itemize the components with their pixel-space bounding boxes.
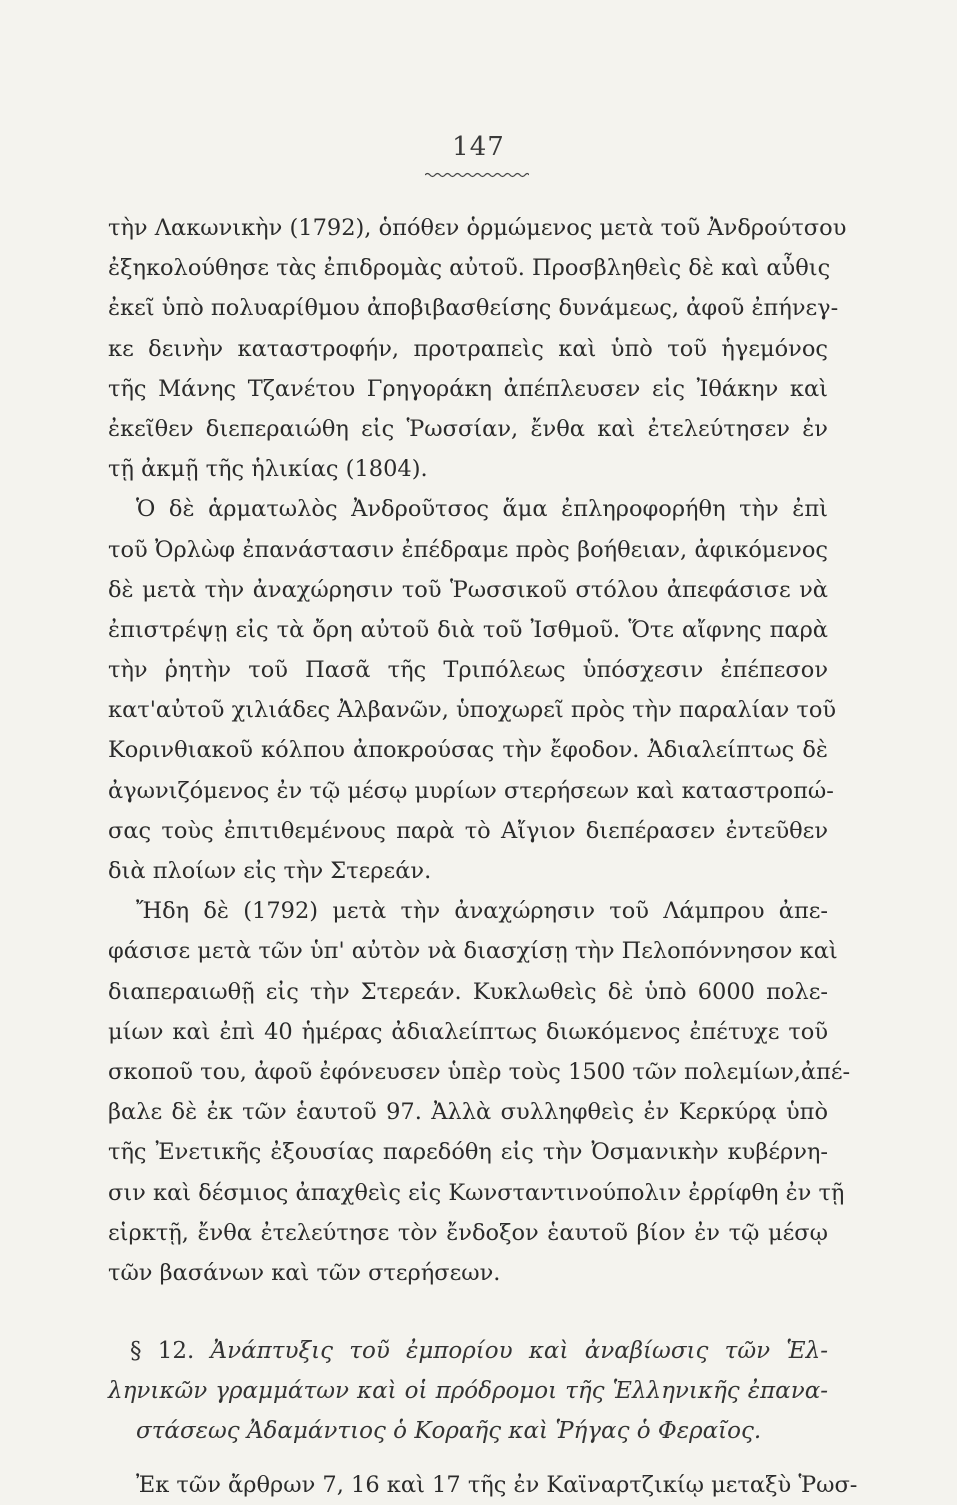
section-mark: § 12.: [130, 1338, 195, 1365]
text-line: Κορινθιακοῦ κόλπου ἀποκρούσας τὴν ἔφοδον. Ἀδιαλείπτως δὲ: [108, 737, 828, 764]
text-line: Ἤδη δὲ (1792) μετὰ τὴν ἀναχώρησιν τοῦ Λάμπρου ἀπε-: [136, 898, 828, 925]
section-title-part: Ἀνάπτυξις τοῦ ἐμπορίου καὶ ἀναβίωσις τῶν Ἑλ-: [210, 1338, 829, 1365]
paragraph-1: [108, 208, 847, 489]
section-heading-line: στάσεως Ἀδαμάντιος ὁ Κοραῆς καὶ Ῥήγας ὁ Φεραῖος.: [136, 1418, 762, 1445]
page-number: 147: [452, 132, 505, 162]
text-line: ἐπιστρέψῃ εἰς τὰ ὄρη αὐτοῦ διὰ τοῦ Ἰσθμοῦ. Ὅτε αἴφνης παρὰ: [108, 616, 828, 643]
section-heading-line: [108, 1331, 828, 1371]
paragraph-3: [108, 891, 851, 1293]
text-line: σκοποῦ του, ἀφοῦ ἐφόνευσεν ὑπὲρ τοὺς 1500 τῶν πολεμίων,ἀπέ-: [108, 1058, 851, 1085]
text-line: τοῦ Ὀρλὼφ ἐπανάστασιν ἐπέδραμε πρὸς βοήθειαν, ἀφικόμενος: [108, 536, 828, 563]
text-line: δὲ μετὰ τὴν ἀναχώρησιν τοῦ Ῥωσσικοῦ στόλου ἀπεφάσισε νὰ: [108, 576, 828, 603]
text-line: τὴν Λακωνικὴν (1792), ὁπόθεν ὁρμώμενος μετὰ τοῦ Ἀνδρούτσου: [108, 215, 847, 241]
text-line: τὴν ῥητὴν τοῦ Πασᾶ τῆς Τριπόλεως ὑπόσχεσιν ἐπέπεσον: [108, 657, 828, 684]
paragraph-2: [108, 489, 837, 891]
text-line: σας τοὺς ἐπιτιθεμένους παρὰ τὸ Αἴγιον διεπέρασεν ἐντεῦθεν: [108, 817, 828, 844]
section-heading-line: ληνικῶν γραμμάτων καὶ οἱ πρόδρομοι τῆς Ἑλληνικῆς ἐπανα-: [108, 1378, 828, 1405]
text-column: [108, 208, 858, 1505]
text-line: διαπεραιωθῇ εἰς τὴν Στερεάν. Κυκλωθεὶς δὲ ὑπὸ 6000 πολε-: [108, 978, 828, 1005]
text-line: Ὁ δὲ ἁρματωλὸς Ἀνδροῦτσος ἅμα ἐπληροφορήθη τὴν ἐπὶ: [136, 496, 828, 523]
text-line: φάσισε μετὰ τῶν ὑπ' αὐτὸν νὰ διασχίσῃ τὴν Πελοπόννησον καὶ: [108, 938, 838, 965]
text-line: σιν καὶ δέσμιος ἀπαχθεὶς εἰς Κωνσταντινούπολιν ἐρρίφθη ἐν τῇ: [108, 1179, 845, 1206]
text-line: εἱρκτῇ, ἔνθα ἐτελεύτησε τὸν ἔνδοξον ἑαυτοῦ βίον ἐν τῷ μέσῳ: [108, 1219, 828, 1246]
section-heading: [108, 1331, 828, 1451]
text-line: κατ'αὐτοῦ χιλιάδες Ἀλβανῶν, ὑποχωρεῖ πρὸς τὴν παραλίαν τοῦ: [108, 697, 837, 724]
text-line: ἐκεῖ ὑπὸ πολυαρίθμου ἀποβιβασθείσης δυνάμεως, ἀφοῦ ἐπήνεγ-: [108, 295, 839, 322]
text-line: μίων καὶ ἐπὶ 40 ἡμέρας ἀδιαλείπτως διωκόμενος ἐπέτυχε τοῦ: [108, 1018, 828, 1045]
text-line: τῇ ἀκμῇ τῆς ἡλικίας (1804).: [108, 456, 428, 483]
text-line: ἐξηκολούθησε τὰς ἐπιδρομὰς αὐτοῦ. Προσβληθεὶς δὲ καὶ αὖθις: [108, 255, 831, 282]
text-line: Ἐκ τῶν ἄρθρων 7, 16 καὶ 17 τῆς ἐν Καϊναρτζικίῳ μεταξὺ Ῥωσ-: [136, 1472, 858, 1499]
text-line: ἀγωνιζόμενος ἐν τῷ μέσῳ μυρίων στερήσεων καὶ καταστροπώ-: [108, 777, 834, 804]
decorative-wavy-rule: [425, 172, 529, 178]
text-line: τῶν βασάνων καὶ τῶν στερήσεων.: [108, 1259, 501, 1286]
text-line: τῆς Μάνης Τζανέτου Γρηγοράκη ἀπέπλευσεν εἰς Ἰθάκην καὶ: [108, 375, 828, 402]
text-line: βαλε δὲ ἐκ τῶν ἑαυτοῦ 97. Ἀλλὰ συλληφθεὶς ἐν Κερκύρᾳ ὑπὸ: [108, 1099, 828, 1126]
text-line: διὰ πλοίων εἰς τὴν Στερεάν.: [108, 858, 432, 884]
text-line: ἐκεῖθεν διεπεραιώθη εἰς Ῥωσσίαν, ἔνθα καὶ ἐτελεύτησεν ἐν: [108, 415, 828, 442]
text-line: τῆς Ἐνετικῆς ἐξουσίας παρεδόθη εἰς τὴν Ὀσμανικὴν κυβέρνη-: [108, 1139, 828, 1166]
text-line: κε δεινὴν καταστροφήν, προτραπεὶς καὶ ὑπὸ τοῦ ἡγεμόνος: [108, 335, 828, 362]
section-spacer: [108, 1293, 828, 1331]
